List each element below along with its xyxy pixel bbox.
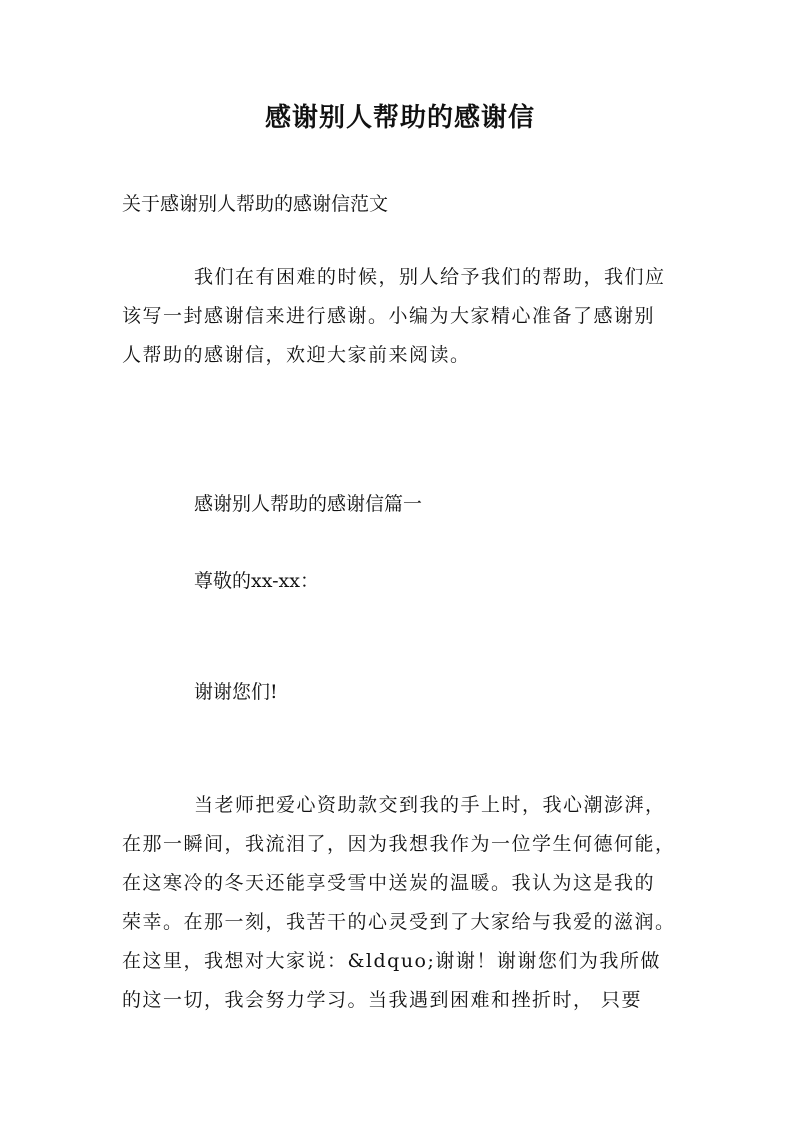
body-paragraph — [122, 786, 688, 1020]
intro-line: 我们在有困难的时候，别人给予我们的帮助，我们应 — [194, 266, 666, 288]
intro-paragraph — [122, 258, 688, 375]
body-line: 荣幸。在那一刻，我苦干的心灵受到了大家给与我爱的滋润。 — [122, 911, 676, 933]
body-line: 的这一切，我会努力学习。当我遇到困难和挫折时， 只要 — [122, 989, 643, 1011]
salutation: 尊敬的xx-xx： — [194, 570, 319, 592]
body-line: 在这里，我想对大家说：&ldquo;谢谢！谢谢您们为我所做 — [122, 950, 661, 972]
section-heading: 感谢别人帮助的感谢信篇一 — [194, 493, 423, 515]
body-line: 当老师把爱心资助款交到我的手上时，我心潮澎湃， — [194, 794, 666, 816]
body-line: 在那一瞬间，我流泪了，因为我想我作为一位学生何德何能， — [122, 833, 676, 855]
intro-line: 人帮助的感谢信，欢迎大家前来阅读。 — [122, 344, 471, 366]
intro-line: 该写一封感谢信来进行感谢。小编为大家精心准备了感谢别 — [122, 305, 656, 327]
body-line: 在这寒冷的冬天还能享受雪中送炭的温暖。我认为这是我的 — [122, 872, 656, 894]
document-title: 感谢别人帮助的感谢信 — [264, 103, 535, 133]
thanks-line: 谢谢您们! — [194, 681, 278, 703]
document-subtitle: 关于感谢别人帮助的感谢信范文 — [122, 193, 389, 215]
